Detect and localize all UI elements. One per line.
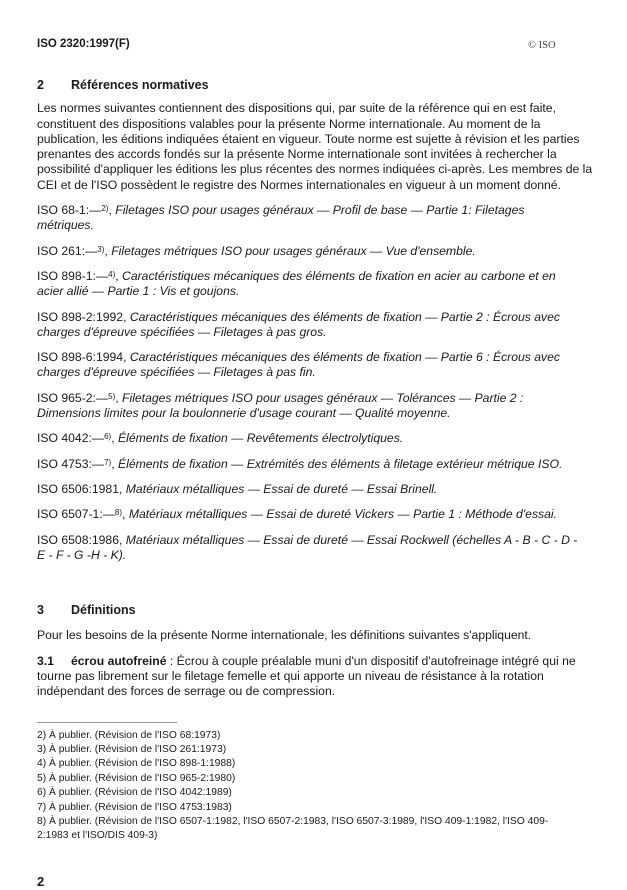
footnote-divider <box>37 722 177 723</box>
reference-code: ISO 6508:1986 <box>37 532 119 547</box>
reference-item: ISO 261:—$^{3)}$, Filetages métriques ISO pour usages généraux — Vue d'ensemble. <box>37 243 476 258</box>
footnote: 8) À publier. (Révision de l'ISO 6507-1:1982, l'ISO 6507-2:1983, l'ISO 6507-3:1989, l'ISO 409-1:1982, l'ISO 409-2:1983 et l'ISO/DIS 409-3) <box>37 816 549 842</box>
reference-code: ISO 6506:1981 <box>37 481 119 496</box>
reference-title: Caractéristiques mécaniques des éléments de fixation — Partie 2 : Écrous avec charges d'épreuve spécifiées — Filetages à pas gros. <box>37 309 561 339</box>
footnote: 2) À publier. (Révision de l'ISO 68:1973) <box>37 729 221 741</box>
reference-item: ISO 4753:—$^{7)}$, Éléments de fixation — Extrémités des éléments à filetage extérieur métrique ISO. <box>37 456 563 471</box>
reference-title: Caractéristiques mécaniques des éléments de fixation — Partie 6 : Écrous avec charges d'épreuve spécifiées — Filetages à pas fin. <box>37 350 561 380</box>
reference-title: Matériaux métalliques — Essai de dureté — Essai Rockwell (échelles A - B - C - D - E - F - G -H - K). <box>37 532 578 562</box>
section-number: 2 <box>37 78 44 92</box>
section-3-heading <box>37 603 597 618</box>
reference-item: ISO 68-1:—$^{2)}$, Filetages ISO pour usages généraux — Profil de base — Partie 1: Filetages métriques. <box>37 203 525 233</box>
footnote-ref: 5) <box>108 391 116 401</box>
document-id: ISO 2320:1997(F) <box>37 38 130 50</box>
reference-item: ISO 6508:1986, Matériaux métalliques — Essai de dureté — Essai Rockwell (échelles A - B - C - D - E - F - G -H - K). <box>37 532 578 562</box>
reference-code: ISO 6507-1:— <box>37 507 115 522</box>
section-title: Références normatives <box>71 78 209 92</box>
reference-code: ISO 898-6:1994 <box>37 350 124 365</box>
reference-code: ISO 898-2:1992 <box>37 309 124 324</box>
reference-list <box>37 203 597 563</box>
definition-text: : Écrou à couple préalable muni d'un dispositif d'autofreinage intégré qui ne tourne pas librement sur le filetage femelle et qui apporte un niveau de résistance à la rotation indépendant des forces de serrage ou de compression. <box>37 653 576 699</box>
reference-title: Filetages métriques ISO pour usages généraux — Tolérances — Partie 2 : Dimensions limites pour la boulonnerie d'usage courant — Qualité moyenne. <box>37 390 524 421</box>
page-number: 2 <box>37 873 45 889</box>
section-2-heading <box>37 78 597 93</box>
copyright: © ISO <box>528 40 556 51</box>
footnote-ref: 3) <box>97 244 105 254</box>
reference-title: Filetages métriques ISO pour usages généraux — Vue d'ensemble. <box>111 243 476 258</box>
footnote-list <box>37 729 597 844</box>
reference-code: ISO 68-1:— <box>37 203 102 218</box>
reference-item: ISO 898-2:1992, Caractéristiques mécaniques des éléments de fixation — Partie 2 : Écrous avec charges d'épreuve spécifiées — Filetages à pas gros. <box>37 309 561 339</box>
reference-item: ISO 4042:—$^{6)}$, Éléments de fixation — Revêtements électrolytiques. <box>37 431 404 446</box>
reference-item: ISO 965-2:—$^{5)}$, Filetages métriques ISO pour usages généraux — Tolérances — Partie 2 : Dimensions limites pour la boulonnerie d'usage courant — Qualité moyenne. <box>37 390 524 421</box>
definition-term: écrou autofreiné <box>71 653 167 668</box>
reference-code: ISO 898-1:— <box>37 268 109 283</box>
reference-title: Matériaux métalliques — Essai de dureté — Essai Brinell. <box>125 481 438 496</box>
reference-code: ISO 4042:— <box>37 431 105 446</box>
footnote: 7) À publier. (Révision de l'ISO 4753:1983) <box>37 801 232 813</box>
footnote-ref: 2) <box>101 204 109 214</box>
section-title: Définitions <box>71 603 136 618</box>
reference-title: Éléments de fixation — Extrémités des éléments à filetage extérieur métrique ISO. <box>117 456 563 471</box>
reference-title: Caractéristiques mécaniques des éléments de fixation en acier au carbone et en acier allié — Partie 1 : Vis et goujons. <box>37 268 556 299</box>
section-number: 3 <box>37 603 44 618</box>
footnote: 6) À publier. (Révision de l'ISO 4042:1989) <box>37 787 232 799</box>
section-2-intro: Les normes suivantes contiennent des dispositions qui, par suite de la référence qui en est faite, constituent des dispositions valables pour la présente Norme internationale. Au moment de la publication, les éditions indiquées étaient en vigueur. Toute norme est sujette à révision et les parties prenantes des accords fondés sur la présente Norme internationale sont invitées à rechercher la possibilité d'appliquer les éditions les plus récentes des normes indiquées ci-après. Les membres de la CEI et de l'ISO possèdent le registre des Normes internationales en vigueur à un moment donné. <box>37 101 593 192</box>
reference-item: ISO 6507-1:—$^{8)}$, Matériaux métalliques — Essai de dureté Vickers — Partie 1 : Méthode d'essai. <box>37 507 557 522</box>
reference-code: ISO 4753:— <box>37 456 105 471</box>
reference-item: ISO 898-1:—$^{4)}$, Caractéristiques mécaniques des éléments de fixation en acier au carbone et en acier allié — Partie 1 : Vis et goujons. <box>37 268 556 299</box>
reference-title: Filetages ISO pour usages généraux — Profil de base — Partie 1: Filetages métriques. <box>37 203 525 233</box>
footnote-ref: 7) <box>104 457 112 467</box>
footnote-ref: 8) <box>114 508 123 518</box>
reference-code: ISO 965-2:— <box>37 390 109 405</box>
reference-title: Éléments de fixation — Revêtements électrolytiques. <box>117 431 404 446</box>
definition-number: 3.1 <box>37 653 54 668</box>
reference-item: ISO 6506:1981, Matériaux métalliques — Essai de dureté — Essai Brinell. <box>37 481 438 496</box>
footnote: 4) À publier. (Révision de l'ISO 898-1:1988) <box>37 758 236 770</box>
reference-title: Matériaux métalliques — Essai de dureté Vickers — Partie 1 : Méthode d'essai. <box>128 507 557 522</box>
footnote-ref: 6) <box>104 432 112 442</box>
footnote: 3) À publier. (Révision de l'ISO 261:1973) <box>37 744 227 756</box>
page-body <box>37 78 597 890</box>
reference-code: ISO 261:— <box>37 243 98 258</box>
section-3-intro: Pour les besoins de la présente Norme internationale, les définitions suivantes s'appliquent. <box>37 628 532 643</box>
footnote: 5) À publier. (Révision de l'ISO 965-2:1980) <box>37 772 236 784</box>
reference-item: ISO 898-6:1994, Caractéristiques mécaniques des éléments de fixation — Partie 6 : Écrous avec charges d'épreuve spécifiées — Filetages à pas fin. <box>37 350 561 380</box>
definition-3-1 <box>37 654 582 700</box>
footnote-ref: 4) <box>108 269 116 279</box>
